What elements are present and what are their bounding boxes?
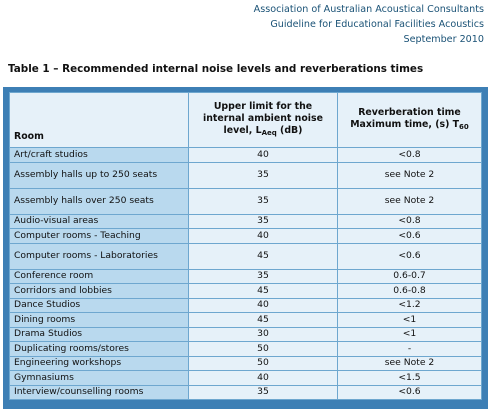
table-row	[10, 243, 482, 269]
noise-levels-table-frame	[3, 87, 488, 409]
cell-room: Gymnasiums	[10, 371, 189, 386]
cell-noise-level: 30	[189, 327, 338, 342]
cell-reverberation: <0.6	[338, 243, 482, 269]
cell-reverberation: 0.6-0.7	[338, 269, 482, 284]
table-header-row	[10, 93, 482, 148]
cell-noise-level: 40	[189, 298, 338, 313]
cell-noise-level: 50	[189, 342, 338, 357]
cell-reverberation: <0.8	[338, 214, 482, 229]
cell-reverberation: see Note 2	[338, 162, 482, 188]
document-header	[254, 2, 484, 47]
cell-reverberation: -	[338, 342, 482, 357]
cell-reverberation: <0.6	[338, 229, 482, 244]
cell-noise-level: 50	[189, 356, 338, 371]
cell-reverberation: see Note 2	[338, 356, 482, 371]
cell-reverberation: <0.6	[338, 385, 482, 400]
column-header-noise-level: Upper limit for the internal ambient noise level, $L_{Aeq}$ (dB)	[189, 93, 338, 148]
table-row	[10, 356, 482, 371]
cell-room: Conference room	[10, 269, 189, 284]
table-row	[10, 385, 482, 400]
column-header-reverberation: Reverberation time Maximum time, (s) $T_{60}$	[338, 93, 482, 148]
table-row	[10, 188, 482, 214]
table-row	[10, 298, 482, 313]
cell-room: Corridors and lobbies	[10, 284, 189, 299]
cell-room: Assembly halls up to 250 seats	[10, 162, 189, 188]
table-row	[10, 284, 482, 299]
cell-room: Duplicating rooms/stores	[10, 342, 189, 357]
cell-noise-level: 35	[189, 162, 338, 188]
noise-levels-table	[9, 92, 482, 400]
cell-room: Computer rooms - Laboratories	[10, 243, 189, 269]
cell-noise-level: 40	[189, 229, 338, 244]
cell-reverberation: <0.8	[338, 148, 482, 163]
cell-noise-level: 45	[189, 313, 338, 328]
table-row	[10, 342, 482, 357]
cell-noise-level: 35	[189, 188, 338, 214]
cell-reverberation: <1	[338, 313, 482, 328]
cell-room: Engineering workshops	[10, 356, 189, 371]
cell-noise-level: 45	[189, 243, 338, 269]
header-organization: Association of Australian Acoustical Consultants	[253, 4, 484, 15]
cell-reverberation: <1.5	[338, 371, 482, 386]
table-row	[10, 229, 482, 244]
cell-reverberation: 0.6-0.8	[338, 284, 482, 299]
cell-noise-level: 45	[189, 284, 338, 299]
cell-room: Assembly halls over 250 seats	[10, 188, 189, 214]
cell-noise-level: 40	[189, 148, 338, 163]
header-guideline-title: Guideline for Educational Facilities Acoustics	[270, 19, 484, 30]
cell-room: Drama Studios	[10, 327, 189, 342]
header-date: September 2010	[403, 34, 484, 45]
cell-room: Dance Studios	[10, 298, 189, 313]
cell-reverberation: <1.2	[338, 298, 482, 313]
table-row	[10, 162, 482, 188]
table-row	[10, 214, 482, 229]
table-row	[10, 371, 482, 386]
table-row	[10, 148, 482, 163]
cell-noise-level: 35	[189, 385, 338, 400]
column-header-room: Room	[10, 93, 189, 148]
table-row	[10, 313, 482, 328]
table-body	[10, 148, 482, 400]
table-row	[10, 327, 482, 342]
table-caption: Table 1 – Recommended internal noise levels and reverberations times	[8, 63, 424, 75]
cell-reverberation: see Note 2	[338, 188, 482, 214]
cell-room: Art/craft studios	[10, 148, 189, 163]
cell-room: Computer rooms - Teaching	[10, 229, 189, 244]
cell-noise-level: 35	[189, 269, 338, 284]
table-row	[10, 269, 482, 284]
cell-noise-level: 40	[189, 371, 338, 386]
cell-room: Dining rooms	[10, 313, 189, 328]
cell-room: Interview/counselling rooms	[10, 385, 189, 400]
cell-reverberation: <1	[338, 327, 482, 342]
cell-room: Audio-visual areas	[10, 214, 189, 229]
cell-noise-level: 35	[189, 214, 338, 229]
